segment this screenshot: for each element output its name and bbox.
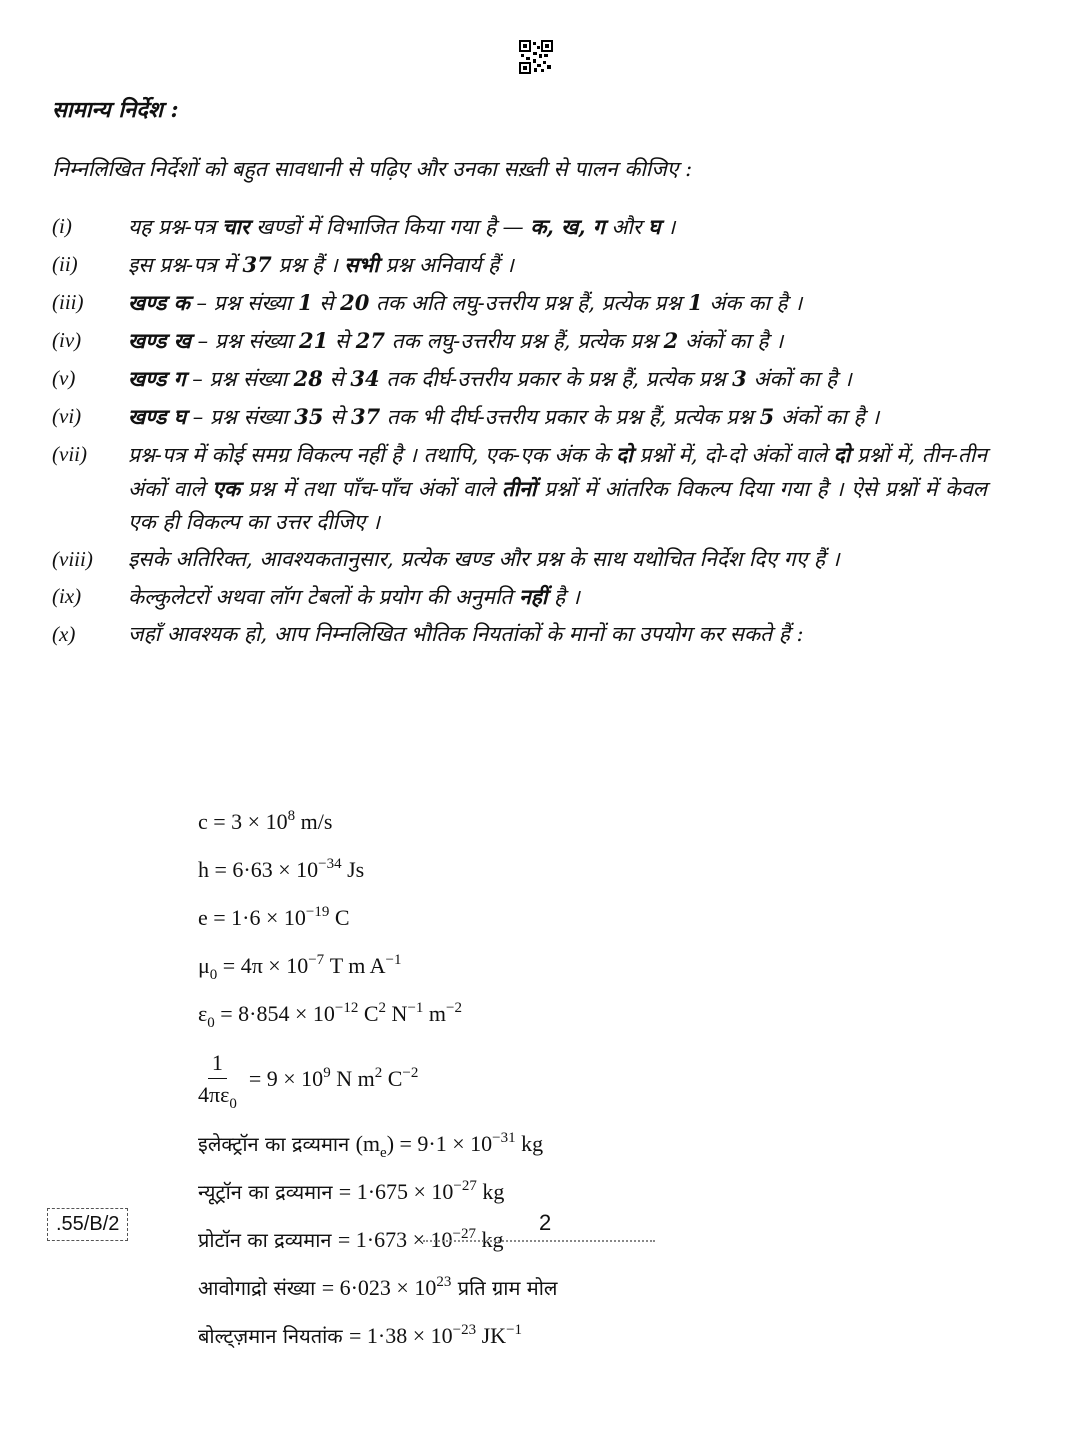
instruction-number: (iii) xyxy=(52,290,84,314)
constant-coulomb-constant xyxy=(198,1038,558,1120)
constant-electron-charge xyxy=(198,894,558,942)
superscript: 9 xyxy=(323,1065,331,1081)
constant-expression xyxy=(198,1130,544,1161)
constant-permittivity xyxy=(198,990,558,1038)
fraction-numerator: 1 xyxy=(208,1050,227,1079)
emphasis-text: 1 xyxy=(297,290,313,315)
constant-label: प्रोटॉन का द्रव्यमान xyxy=(198,1228,338,1252)
emphasis-text: चार xyxy=(222,214,250,239)
text-run: Js xyxy=(341,857,365,882)
constant-label: बोल्ट्ज़मान नियतांक xyxy=(198,1324,350,1348)
constant-expression xyxy=(198,1323,522,1348)
instruction-number: (viii) xyxy=(52,547,93,571)
emphasis-text: 34 xyxy=(350,366,380,391)
text-run: – प्रश्न संख्या xyxy=(190,329,299,353)
text-run: e = 1·6 × 10 xyxy=(198,905,306,930)
instruction-item xyxy=(52,248,987,282)
denominator-subscript: 0 xyxy=(229,1095,237,1112)
superscript: −34 xyxy=(318,856,342,872)
text-run: अंक का है । xyxy=(702,291,803,315)
instruction-number: (vi) xyxy=(52,404,82,428)
superscript: 2 xyxy=(378,1000,387,1016)
text-run: प्रश्नों में, तीन-तीन अंकों वाले xyxy=(128,443,987,501)
constant-speed-of-light xyxy=(198,798,558,846)
text-run: । xyxy=(660,215,676,239)
intro-text: निम्नलिखित निर्देशों को बहुत सावधानी से पढ़िए और उनका सख़्ती से पालन कीजिए : xyxy=(52,157,693,181)
emphasis-text: खण्ड ख xyxy=(128,328,191,353)
text-run: h = 6·63 × 10 xyxy=(198,857,319,882)
emphasis-text: 21 xyxy=(299,328,329,353)
emphasis-text: 27 xyxy=(355,328,386,353)
subscript: e xyxy=(380,1145,387,1161)
emphasis-text: 5 xyxy=(759,404,775,429)
emphasis-text: 1 xyxy=(688,290,703,315)
section-heading: सामान्य निर्देश : xyxy=(52,97,179,123)
superscript: −19 xyxy=(305,904,330,920)
page-number: 2 xyxy=(539,1210,552,1235)
instruction-item xyxy=(52,438,987,539)
emphasis-text: 37 xyxy=(242,252,272,277)
constant-expression xyxy=(198,1275,558,1300)
text-run: C xyxy=(329,905,350,930)
emphasis-text: एक xyxy=(212,476,241,501)
emphasis-text: 37 xyxy=(351,404,381,429)
constant-electron-mass xyxy=(198,1120,558,1168)
text-run: तक लघु-उत्तरीय प्रश्न हैं, प्रत्येक प्रश्न xyxy=(385,329,664,353)
text-run: से xyxy=(312,291,341,315)
instruction-text xyxy=(128,286,987,320)
instruction-number: (iv) xyxy=(52,328,82,352)
text-run: प्रश्नों में आंतरिक विकल्प दिया गया है । ऐसे प्रश्नों में केवल एक ही विकल्प का उत्तर दीजिए । xyxy=(128,477,987,534)
text-run: = 8·854 × 10 xyxy=(214,1001,335,1026)
text-run: से xyxy=(328,329,356,353)
superscript: −7 xyxy=(308,952,325,968)
instruction-item xyxy=(52,618,987,651)
text-run: T m A xyxy=(324,953,386,978)
constant-label: न्यूट्रॉन का द्रव्यमान xyxy=(198,1180,339,1204)
text-run: प्रश्न हैं । xyxy=(271,253,345,277)
text-run: kg xyxy=(515,1131,544,1156)
constant-permeability xyxy=(198,942,558,990)
text-run: से xyxy=(323,405,352,429)
text-run: और xyxy=(604,215,649,239)
constant-avogadro-number xyxy=(198,1264,558,1312)
instructions-list xyxy=(52,210,987,655)
subscript: 0 xyxy=(207,1015,215,1031)
text-run: जहाँ आवश्यक हो, आप निम्नलिखित भौतिक नियतांकों के मानों का उपयोग कर सकते हैं : xyxy=(128,622,804,646)
page-number-rule xyxy=(423,1240,655,1242)
text-run: = 1·675 × 10 xyxy=(338,1179,454,1204)
instruction-item xyxy=(52,543,987,576)
text-run: m/s xyxy=(295,809,333,834)
text-run: तक भी दीर्घ-उत्तरीय प्रकार के प्रश्न हैं, प्रत्येक प्रश्न xyxy=(380,405,760,429)
instruction-text xyxy=(128,362,987,396)
text-run: इसके अतिरिक्त, आवश्यकतानुसार, प्रत्येक खण्ड और प्रश्न के साथ यथोचित निर्देश दिए गए हैं । xyxy=(128,547,840,571)
instruction-text xyxy=(128,543,987,576)
text-run: अंकों का है । xyxy=(746,367,852,391)
text-run: केल्कुलेटरों अथवा लॉग टेबलों के प्रयोग की अनुमति xyxy=(128,585,520,609)
instruction-number: (x) xyxy=(52,622,76,646)
superscript: 2 xyxy=(374,1065,383,1081)
instruction-item xyxy=(52,400,987,434)
text-run: – प्रश्न संख्या xyxy=(189,291,298,315)
superscript: −31 xyxy=(492,1130,516,1146)
text-run: C xyxy=(358,1001,379,1026)
text-run: यह प्रश्न-पत्र xyxy=(128,215,223,239)
text-run: इस प्रश्न-पत्र में xyxy=(128,253,243,277)
text-run: ε xyxy=(198,1001,208,1026)
emphasis-text: सभी xyxy=(344,252,379,277)
emphasis-text: 20 xyxy=(340,290,370,315)
text-run: kg xyxy=(476,1179,505,1204)
text-run: है । xyxy=(547,585,580,609)
instruction-item xyxy=(52,580,987,614)
fraction-denominator xyxy=(198,1079,237,1112)
constant-neutron-mass xyxy=(198,1168,558,1216)
paper-code: .55/B/2 xyxy=(47,1208,128,1241)
text-run: – प्रश्न संख्या xyxy=(186,405,295,429)
instruction-number: (vii) xyxy=(52,442,87,466)
instruction-number: (ix) xyxy=(52,584,82,608)
emphasis-text: नहीं xyxy=(519,584,548,609)
text-run: = 1·673 × 10 xyxy=(337,1227,453,1252)
constant-expression xyxy=(198,857,364,882)
superscript: −12 xyxy=(334,1000,359,1016)
superscript: −1 xyxy=(407,1000,424,1016)
instruction-text xyxy=(128,438,987,539)
text-run: से xyxy=(322,367,351,391)
constant-expression xyxy=(198,905,350,930)
text-run: μ xyxy=(198,953,210,978)
emphasis-text: खण्ड घ xyxy=(128,404,187,429)
instruction-text xyxy=(128,324,987,358)
constant-label: प्रति ग्राम मोल xyxy=(451,1276,558,1300)
emphasis-text: 35 xyxy=(294,404,324,429)
constant-boltzmann-constant xyxy=(198,1312,558,1360)
instruction-item xyxy=(52,210,987,244)
text-run: m xyxy=(423,1001,447,1026)
emphasis-text: दो xyxy=(616,442,633,467)
text-run: (m xyxy=(355,1131,381,1156)
text-run: = 9 × 10 xyxy=(248,1066,324,1091)
text-run: अंकों का है । xyxy=(678,329,784,353)
constant-expression xyxy=(198,952,402,983)
text-run: = 6·023 × 10 xyxy=(321,1275,437,1300)
text-run: तक अति लघु-उत्तरीय प्रश्न हैं, प्रत्येक प्रश्न xyxy=(369,291,689,315)
text-run: C xyxy=(382,1066,403,1091)
emphasis-text: दो xyxy=(833,442,851,467)
superscript: −27 xyxy=(453,1178,477,1194)
instruction-item xyxy=(52,324,987,358)
text-run: JK xyxy=(476,1323,507,1348)
emphasis-text: खण्ड क xyxy=(128,290,190,315)
emphasis-text: तीनों xyxy=(501,476,537,501)
text-run: खण्डों में विभाजित किया गया है — xyxy=(249,215,531,239)
instruction-number: (ii) xyxy=(52,252,78,276)
instruction-text xyxy=(128,400,987,434)
instruction-text xyxy=(128,210,987,244)
text-run: kg xyxy=(475,1227,504,1252)
superscript: 23 xyxy=(436,1274,452,1290)
emphasis-text: क, ख, ग xyxy=(530,214,605,239)
emphasis-text: घ xyxy=(648,214,661,239)
text-run: प्रश्न में तथा पाँच-पाँच अंकों वाले xyxy=(240,477,502,501)
constant-label: इलेक्ट्रॉन का द्रव्यमान xyxy=(198,1132,356,1156)
superscript: −2 xyxy=(446,1000,462,1016)
instruction-text xyxy=(128,580,987,614)
text-run: प्रश्न-पत्र में कोई समग्र विकल्प नहीं है । तथापि, एक-एक अंक के xyxy=(128,443,617,467)
instruction-item xyxy=(52,362,987,396)
emphasis-text: 2 xyxy=(663,328,679,353)
qr-code-icon xyxy=(519,40,553,74)
text-run: N xyxy=(386,1001,408,1026)
text-run: प्रश्नों में, दो-दो अंकों वाले xyxy=(632,443,834,467)
superscript: −27 xyxy=(452,1226,476,1242)
emphasis-text: 3 xyxy=(732,366,747,391)
text-run: = 4π × 10 xyxy=(217,953,309,978)
constant-expression xyxy=(198,809,332,834)
instruction-text xyxy=(128,248,987,282)
text-run: = 1·38 × 10 xyxy=(349,1323,453,1348)
constant-expression xyxy=(198,1000,462,1031)
subscript: 0 xyxy=(209,967,218,983)
constant-expression xyxy=(249,1055,418,1103)
denominator-text: 4πε xyxy=(198,1081,230,1107)
instruction-item xyxy=(52,286,987,320)
text-run: अंकों का है । xyxy=(774,405,880,429)
superscript: −1 xyxy=(506,1322,523,1338)
text-run: – प्रश्न संख्या xyxy=(185,367,294,391)
text-run: प्रश्न अनिवार्य हैं । xyxy=(378,253,514,277)
constant-label: आवोगाद्रो संख्या xyxy=(198,1276,322,1300)
text-run: N m xyxy=(330,1066,375,1091)
instruction-number: (v) xyxy=(52,366,76,390)
superscript: 8 xyxy=(287,808,296,824)
constant-expression xyxy=(198,1179,504,1204)
constant-planck-constant xyxy=(198,846,558,894)
emphasis-text: 28 xyxy=(293,366,323,391)
superscript: −1 xyxy=(385,952,402,968)
fraction xyxy=(198,1049,237,1112)
text-run: ) = 9·1 × 10 xyxy=(386,1131,493,1156)
text-run: c = 3 × 10 xyxy=(198,809,288,834)
instruction-number: (i) xyxy=(52,214,72,238)
superscript: −2 xyxy=(402,1065,419,1081)
text-run: तक दीर्घ-उत्तरीय प्रकार के प्रश्न हैं, प्रत्येक प्रश्न xyxy=(379,367,733,391)
emphasis-text: खण्ड ग xyxy=(128,366,186,391)
superscript: −23 xyxy=(452,1322,477,1338)
constants-list xyxy=(198,798,558,1360)
instruction-text xyxy=(128,618,987,651)
